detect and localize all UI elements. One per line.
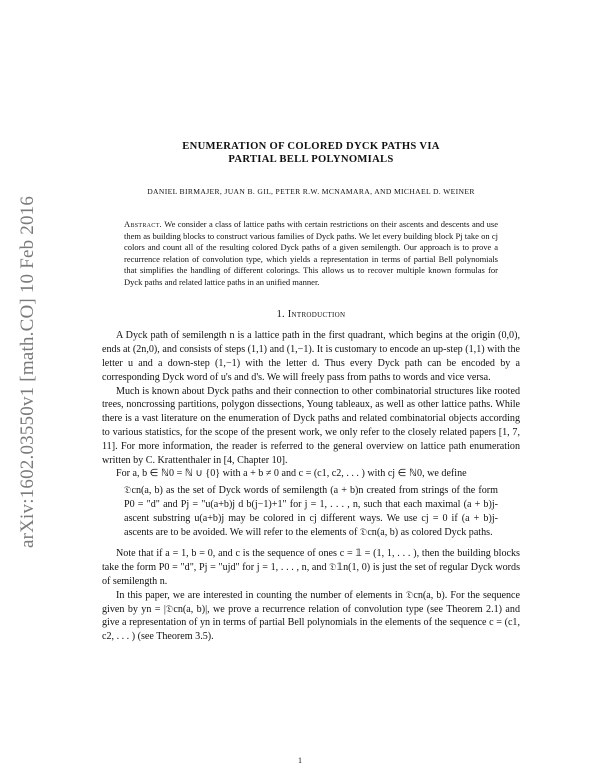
paper-title [102,140,520,166]
title-line-1: ENUMERATION OF COLORED DYCK PATHS VIA [182,141,440,152]
abstract-text: We consider a class of lattice paths with certain restrictions on their ascents and descents and use them as building blocks to construct various families of Dyck paths. We let every building block Pj take on cj colors and count all of the resulting colored Dyck paths of a given semilength. Our approach is to prove a recurrence relation of convolution type, which yields a representation in terms of partial Bell polynomials that simplifies the handling of different colorings. This allows us to recover multiple known formulas for Dyck paths and related lattice paths in an unified manner. [124,219,498,287]
section-heading [102,308,520,322]
paragraph-5: In this paper, we are interested in counting the number of elements in 𝔇cn(a, b). For the sequence given by yn = |𝔇cn(a, b)|, we prove a recurrence relation of convolution type (see Theorem 2.1) and give a representation of yn in terms of partial Bell polynomials in the elements of the sequence c = (c1, c2, . . . ) (see Theorem 3.5). [102,589,520,643]
paragraph-1: A Dyck path of semilength n is a lattice path in the first quadrant, which begins at the origin (0,0), ends at (2n,0), and consists of steps (1,1) and (1,−1). It is customary to encode an up-step (1,1) with the letter u and a down-step (1,−1) with the letter d. Thus every Dyck path can be encoded by a corresponding Dyck word of u's and d's. We will freely pass from paths to words and vice versa. [102,330,520,383]
paragraph-2: Much is known about Dyck paths and their connection to other combinatorial structures like rooted trees, noncrossing partitions, polygon dissections, Young tableaux, as well as other lattice paths. While there is a vast literature on the enumeration of Dyck paths and related combinatorial objects according to various statistics, for the scope of the present work, we only refer to the closely related papers [1, 7, 11]. For more information, the reader is referred to the general overview on lattice path enumeration written by C. Krattenthaler in [4, Chapter 10]. [102,385,520,466]
definition-block: 𝔇cn(a, b) as the set of Dyck words of semilength (a + b)n created from strings of the form P0 = "d" and Pj = "u(a+b)j d b(j−1)+1" for j = 1, . . . , n, such that each maximal (a + b)j-ascent substring u(a+b)j may be colored in cj different ways. We use cj = 0 if (a + b)j-ascents are to be avoided. We will refer to the elements of 𝔇cn(a, b) as colored Dyck paths. [124,485,498,538]
section-title: Introduction [287,308,346,320]
arxiv-identifier: arXiv:1602.03550v1 [math.CO] 10 Feb 2016 [17,195,38,549]
page-number: 1 [298,756,302,765]
abstract-label: Abstract. [124,219,162,229]
paragraph-4: Note that if a = 1, b = 0, and c is the sequence of ones c = 𝟙 = (1, 1, . . . ), then the building blocks take the form P0 = "d", Pj = "ujd" for j = 1, . . . , n, and 𝔇𝟙n(1, 0) is just the set of regular Dyck words of semilength n. [102,548,520,587]
title-line-2: PARTIAL BELL POLYNOMIALS [228,154,394,165]
author-list: DANIEL BIRMAJER, JUAN B. GIL, PETER R.W. MCNAMARA, AND MICHAEL D. WEINER [147,187,475,196]
paper-page [102,140,520,644]
arxiv-identifier-margin [8,0,48,776]
paragraph-3: For a, b ∈ ℕ0 = ℕ ∪ {0} with a + b ≠ 0 and c = (c1, c2, . . . ) with cj ∈ ℕ0, we define [116,468,467,480]
abstract [124,219,498,289]
section-number: 1. [276,308,285,320]
